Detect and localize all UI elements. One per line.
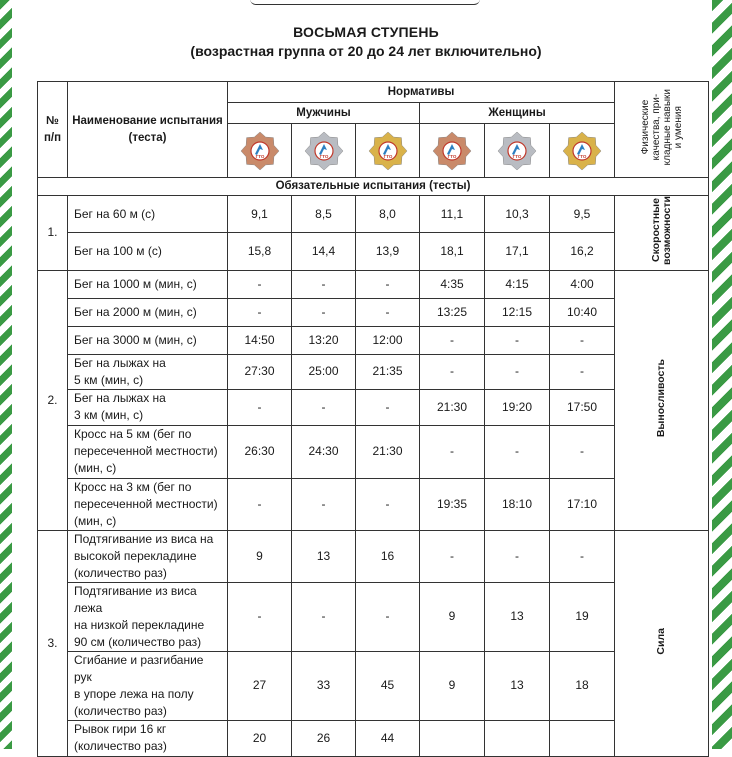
men-norm-value: - xyxy=(228,270,292,298)
women-norm-value: 19:20 xyxy=(485,389,550,425)
group-number: 2. xyxy=(38,270,68,530)
test-name: Рывок гири 16 кг (количество раз) xyxy=(68,720,228,756)
table-row xyxy=(38,196,709,233)
test-name: Сгибание и разгибание рук в упоре лежа на полу (количество раз) xyxy=(68,651,228,720)
test-name: Кросс на 5 км (бег по пересеченной местности) (мин, с) xyxy=(68,425,228,478)
men-norm-value: 27 xyxy=(228,651,292,720)
table-row xyxy=(38,233,709,270)
column-header-test-name: Наименование испытания (теста) xyxy=(68,82,228,178)
silver-gto-badge-icon xyxy=(304,131,344,171)
women-norm-value: - xyxy=(420,425,485,478)
women-norm-value: 21:30 xyxy=(420,389,485,425)
gold-gto-badge-icon xyxy=(562,131,602,171)
column-header-norms: Нормативы xyxy=(228,82,615,103)
test-name: Бег на лыжах на 5 км (мин, с) xyxy=(68,354,228,389)
svg-text:ГТО: ГТО xyxy=(319,153,328,159)
women-norm-value: 18,1 xyxy=(420,233,485,270)
women-norm-value: 17:50 xyxy=(550,389,615,425)
silver-gto-badge-icon xyxy=(497,131,537,171)
men-norm-value: 20 xyxy=(228,720,292,756)
physical-quality-label: Скоростные возможности xyxy=(615,196,709,271)
test-name: Подтягивание из виса на высокой перекладине (количество раз) xyxy=(68,530,228,582)
men-silver-badge-cell xyxy=(292,124,356,178)
test-name: Бег на 2000 м (мин, с) xyxy=(68,298,228,326)
men-norm-value: 21:30 xyxy=(356,425,420,478)
women-norm-value: 19 xyxy=(550,582,615,651)
column-header-men: Мужчины xyxy=(228,103,420,124)
men-norm-value: 15,8 xyxy=(228,233,292,270)
women-norm-value: 9,5 xyxy=(550,196,615,233)
men-norm-value: 12:00 xyxy=(356,326,420,354)
men-norm-value: 9 xyxy=(228,530,292,582)
group-number: 3. xyxy=(38,530,68,756)
table-row xyxy=(38,354,709,389)
norms-table xyxy=(37,81,709,757)
women-norm-value: 19:35 xyxy=(420,478,485,530)
women-norm-value: - xyxy=(485,530,550,582)
men-norm-value: - xyxy=(292,298,356,326)
women-norm-value: - xyxy=(485,425,550,478)
men-norm-value: 25:00 xyxy=(292,354,356,389)
men-norm-value: 8,0 xyxy=(356,196,420,233)
men-gold-badge-cell xyxy=(356,124,420,178)
men-norm-value: 27:30 xyxy=(228,354,292,389)
svg-text:ГТО: ГТО xyxy=(255,153,264,159)
women-norm-value: - xyxy=(485,326,550,354)
svg-text:ГТО: ГТО xyxy=(383,153,392,159)
men-norm-value: 13 xyxy=(292,530,356,582)
women-norm-value: - xyxy=(420,354,485,389)
men-norm-value: - xyxy=(228,298,292,326)
women-gold-badge-cell xyxy=(550,124,615,178)
men-norm-value: 8,5 xyxy=(292,196,356,233)
physical-quality-label: Выносливость xyxy=(615,270,709,530)
table-row xyxy=(38,326,709,354)
men-norm-value: 33 xyxy=(292,651,356,720)
svg-text:ГТО: ГТО xyxy=(447,153,457,159)
women-bronze-badge-cell xyxy=(420,124,485,178)
women-silver-badge-cell xyxy=(485,124,550,178)
table-row xyxy=(38,425,709,478)
women-norm-value: 13 xyxy=(485,651,550,720)
cropped-header-shape xyxy=(250,0,480,5)
women-norm-value: 17,1 xyxy=(485,233,550,270)
men-norm-value: 26 xyxy=(292,720,356,756)
table-row xyxy=(38,720,709,756)
men-norm-value: 45 xyxy=(356,651,420,720)
women-norm-value: 4:35 xyxy=(420,270,485,298)
svg-text:ГТО: ГТО xyxy=(577,153,587,159)
women-norm-value: 9 xyxy=(420,582,485,651)
table-row xyxy=(38,530,709,582)
gold-gto-badge-icon xyxy=(368,131,408,171)
men-norm-value: - xyxy=(292,389,356,425)
women-norm-value: 12:15 xyxy=(485,298,550,326)
women-norm-value: - xyxy=(420,530,485,582)
men-norm-value: 13:20 xyxy=(292,326,356,354)
women-norm-value: - xyxy=(550,530,615,582)
table-row xyxy=(38,582,709,651)
decorative-stripe-right xyxy=(712,0,732,749)
men-norm-value: - xyxy=(228,389,292,425)
table-row xyxy=(38,651,709,720)
men-norm-value: - xyxy=(356,389,420,425)
physical-quality-label: Сила xyxy=(615,530,709,756)
men-norm-value: 14,4 xyxy=(292,233,356,270)
women-norm-value: - xyxy=(550,326,615,354)
men-norm-value: 21:35 xyxy=(356,354,420,389)
test-name: Бег на 3000 м (мин, с) xyxy=(68,326,228,354)
men-norm-value: - xyxy=(292,582,356,651)
women-norm-value: 16,2 xyxy=(550,233,615,270)
women-norm-value: - xyxy=(420,326,485,354)
women-norm-value: 17:10 xyxy=(550,478,615,530)
women-norm-value: - xyxy=(550,354,615,389)
men-norm-value: 24:30 xyxy=(292,425,356,478)
table-row xyxy=(38,478,709,530)
table-row xyxy=(38,298,709,326)
section-header-mandatory: Обязательные испытания (тесты) xyxy=(38,178,709,196)
men-norm-value: 13,9 xyxy=(356,233,420,270)
women-norm-value: 11,1 xyxy=(420,196,485,233)
women-norm-value: 13 xyxy=(485,582,550,651)
men-norm-value: - xyxy=(356,478,420,530)
test-name: Кросс на 3 км (бег по пересеченной местности) (мин, с) xyxy=(68,478,228,530)
men-norm-value: - xyxy=(292,478,356,530)
test-name: Подтягивание из виса лежа на низкой перекладине 90 см (количество раз) xyxy=(68,582,228,651)
bronze-gto-badge-icon xyxy=(432,131,472,171)
test-name: Бег на 100 м (с) xyxy=(68,233,228,270)
group-number: 1. xyxy=(38,196,68,271)
men-norm-value: 14:50 xyxy=(228,326,292,354)
column-header-women: Женщины xyxy=(420,103,615,124)
test-name: Бег на лыжах на 3 км (мин, с) xyxy=(68,389,228,425)
men-norm-value: - xyxy=(228,582,292,651)
column-header-number: № п/п xyxy=(38,82,68,178)
men-norm-value: - xyxy=(356,582,420,651)
men-norm-value: 16 xyxy=(356,530,420,582)
men-norm-value: 9,1 xyxy=(228,196,292,233)
men-norm-value: - xyxy=(356,270,420,298)
page-title: ВОСЬМАЯ СТУПЕНЬ xyxy=(293,24,439,40)
women-norm-value: 10,3 xyxy=(485,196,550,233)
column-header-qualities: Физические качества, при- кладные навыки и умения xyxy=(615,82,709,178)
men-norm-value: 44 xyxy=(356,720,420,756)
test-name: Бег на 1000 м (мин, с) xyxy=(68,270,228,298)
women-norm-value: - xyxy=(485,354,550,389)
women-norm-value: 18 xyxy=(550,651,615,720)
men-bronze-badge-cell xyxy=(228,124,292,178)
test-name: Бег на 60 м (с) xyxy=(68,196,228,233)
women-norm-value: 4:15 xyxy=(485,270,550,298)
bronze-gto-badge-icon xyxy=(240,131,280,171)
svg-text:ГТО: ГТО xyxy=(512,153,522,159)
women-norm-value xyxy=(550,720,615,756)
women-norm-value: 9 xyxy=(420,651,485,720)
page-subtitle: (возрастная группа от 20 до 24 лет включительно) xyxy=(190,43,542,59)
men-norm-value: - xyxy=(292,270,356,298)
decorative-stripe-left xyxy=(0,0,12,749)
women-norm-value xyxy=(485,720,550,756)
men-norm-value: 26:30 xyxy=(228,425,292,478)
men-norm-value: - xyxy=(356,298,420,326)
women-norm-value: 4:00 xyxy=(550,270,615,298)
table-row xyxy=(38,270,709,298)
women-norm-value: 10:40 xyxy=(550,298,615,326)
women-norm-value: - xyxy=(550,425,615,478)
men-norm-value: - xyxy=(228,478,292,530)
women-norm-value xyxy=(420,720,485,756)
women-norm-value: 18:10 xyxy=(485,478,550,530)
women-norm-value: 13:25 xyxy=(420,298,485,326)
table-row xyxy=(38,389,709,425)
